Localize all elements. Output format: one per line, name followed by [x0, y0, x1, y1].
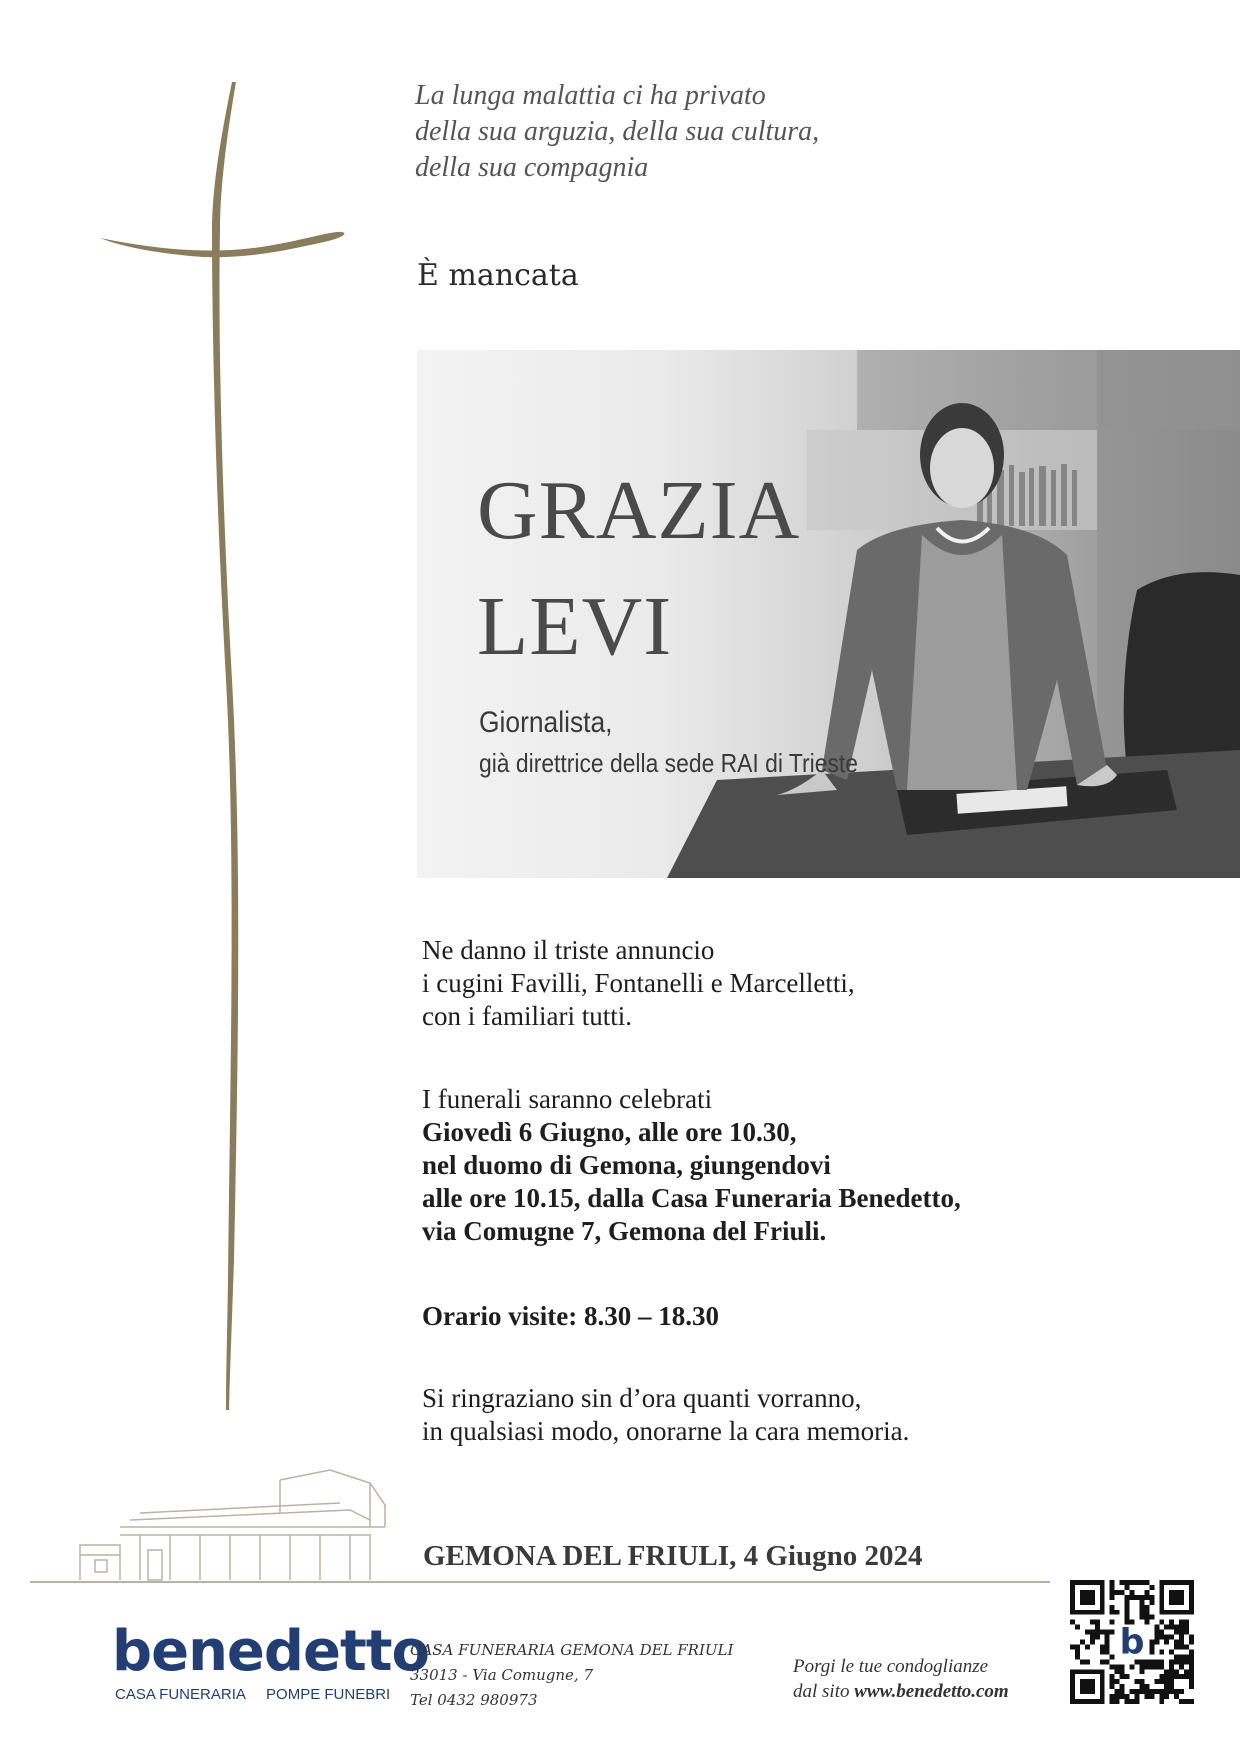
opening-quote: [415, 78, 819, 186]
funeral-line: Giovedì 6 Giugno, alle ore 10.30,: [422, 1117, 797, 1147]
funeral-line: via Comugne 7, Gemona del Friuli.: [422, 1216, 827, 1246]
visiting-hours: Orario visite: 8.30 – 18.30: [422, 1301, 719, 1331]
funeral-home-address: [410, 1638, 733, 1713]
funeral-intro: I funerali saranno celebrati: [422, 1084, 713, 1114]
cross-icon: [80, 80, 380, 1420]
deceased-first-name: GRAZIA: [477, 464, 801, 557]
announcement-line: Ne danno il triste annuncio: [422, 935, 715, 965]
quote-line: della sua arguzia, della sua cultura,: [415, 116, 820, 147]
condolence-prefix: dal sito: [793, 1681, 855, 1702]
thanks-line: Si ringraziano sin d’ora quanti vorranno,: [422, 1383, 862, 1413]
website-link[interactable]: www.benedetto.com: [854, 1681, 1009, 1702]
announcement-paragraph: [422, 934, 855, 1033]
quote-line: della sua compagnia: [415, 152, 649, 183]
announcement-line: con i familiari tutti.: [422, 1001, 632, 1031]
address-line: 33013 - Via Comugne, 7: [410, 1666, 594, 1684]
deceased-photo: [417, 350, 1240, 878]
funeral-line: nel duomo di Gemona, giungendovi: [422, 1150, 831, 1180]
condolence-line-2: [793, 1679, 1009, 1704]
place-and-date: GEMONA DEL FRIULI, 4 Giugno 2024: [423, 1540, 923, 1572]
address-line: CASA FUNERARIA GEMONA DEL FRIULI: [410, 1641, 734, 1659]
funeral-paragraph: [422, 1083, 961, 1248]
address-line: Tel 0432 980973: [410, 1691, 538, 1709]
qr-code-icon[interactable]: [1070, 1580, 1194, 1704]
benedetto-logo: benedetto: [112, 1619, 429, 1684]
logo-tagline-left: CASA FUNERARIA: [115, 1686, 246, 1703]
deceased-role: Giornalista,: [479, 706, 613, 739]
thanks-paragraph: [422, 1382, 909, 1448]
intro-text: È mancata: [417, 258, 579, 293]
announcement-line: i cugini Favilli, Fontanelli e Marcelletti,: [422, 968, 855, 998]
condolence-note: [793, 1654, 1009, 1704]
condolence-line: Porgi le tue condoglianze: [793, 1656, 989, 1677]
divider-line: [30, 1581, 1050, 1583]
thanks-line: in qualsiasi modo, onorarne la cara memoria.: [422, 1416, 910, 1446]
deceased-last-name: LEVI: [477, 580, 673, 673]
funeral-line: alle ore 10.15, dalla Casa Funeraria Benedetto,: [422, 1183, 961, 1213]
quote-line: La lunga malattia ci ha privato: [415, 80, 766, 111]
svg-text:b: b: [1119, 1622, 1145, 1663]
funeral-home-building-icon: [30, 1465, 400, 1595]
deceased-role-detail: già direttrice della sede RAI di Trieste: [479, 748, 858, 778]
logo-tagline-right: POMPE FUNEBRI: [266, 1686, 391, 1703]
logo-tagline: [115, 1686, 406, 1703]
